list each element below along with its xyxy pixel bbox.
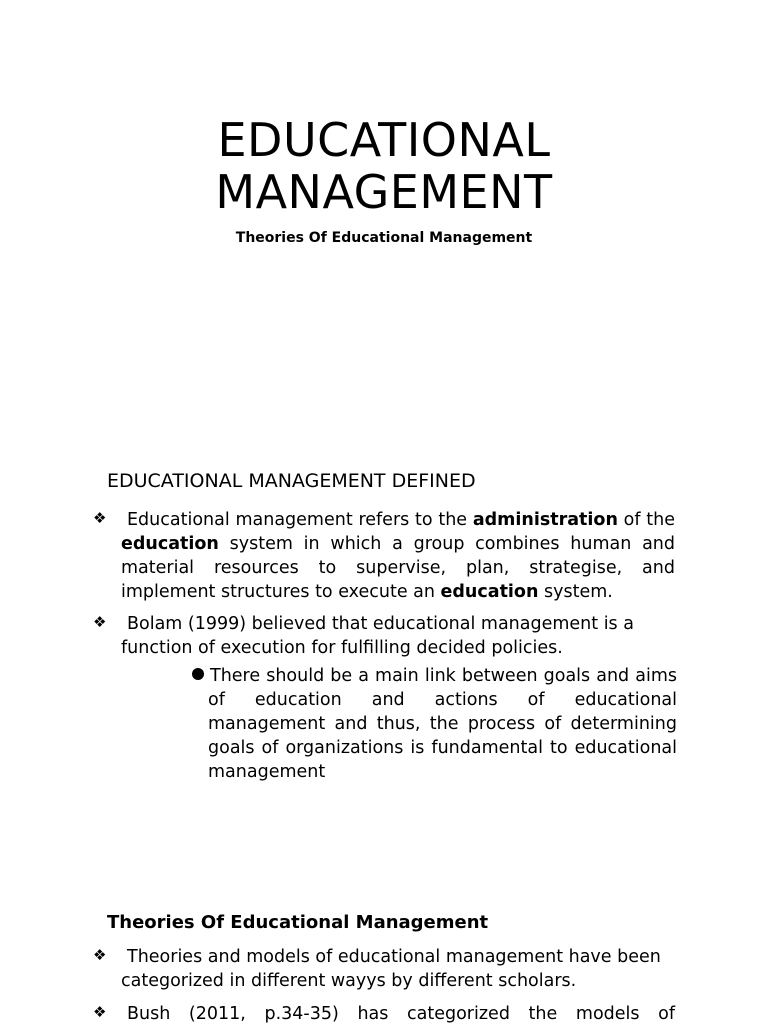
bullet-1-text-a: Educational management refers to the — [127, 510, 473, 530]
diamond-bullet-icon: ❖ — [93, 613, 107, 631]
theories-slide — [0, 908, 768, 1024]
sub-bullet-text: There should be a main link between goals and aims of education and actions of educational management and thus, the process of determining goals of organizations is fundamental to educational management — [208, 666, 677, 782]
main-title-line-1: EDUCATIONAL — [217, 113, 551, 167]
bullet-1-bold-education-2: education — [440, 582, 539, 602]
definition-bullet-2 — [93, 610, 675, 660]
bullet-1-bold-administration: administration — [472, 510, 618, 530]
main-title-line-2: MANAGEMENT — [215, 165, 553, 219]
main-title — [0, 114, 768, 218]
bullet-1-text-d: system. — [538, 582, 613, 602]
definition-heading: EDUCATIONAL MANAGEMENT DEFINED — [107, 470, 476, 492]
theories-bullet-2-text: Bush (2011, p.34-35) has categorized the models of — [127, 1004, 675, 1024]
diamond-bullet-icon: ❖ — [93, 946, 107, 964]
theories-bullet-2 — [93, 1000, 675, 1024]
theories-bullet-1-text: Theories and models of educational management have been categorized in different wayys by different scholars. — [121, 947, 661, 991]
definition-slide — [0, 470, 768, 870]
theories-heading: Theories Of Educational Management — [107, 912, 489, 933]
bullet-1-text-b: of the — [617, 510, 675, 530]
bullet-1-bold-education: education — [121, 534, 219, 554]
definition-sub-bullet — [192, 664, 677, 784]
subtitle: Theories Of Educational Management — [235, 230, 533, 246]
bullet-1-text-c: system in which a group combines human and material resources to supervise, plan, strategise, and implement structures to execute an — [121, 534, 675, 602]
diamond-bullet-icon: ❖ — [93, 1003, 107, 1021]
round-bullet-icon — [192, 668, 204, 680]
bullet-2-text: Bolam (1999) believed that educational management is a function of execution for fulfilling decided policies. — [121, 614, 634, 658]
definition-bullet-1 — [93, 506, 675, 604]
diamond-bullet-icon: ❖ — [93, 509, 107, 527]
title-slide — [0, 0, 768, 440]
theories-bullet-1 — [93, 943, 675, 993]
